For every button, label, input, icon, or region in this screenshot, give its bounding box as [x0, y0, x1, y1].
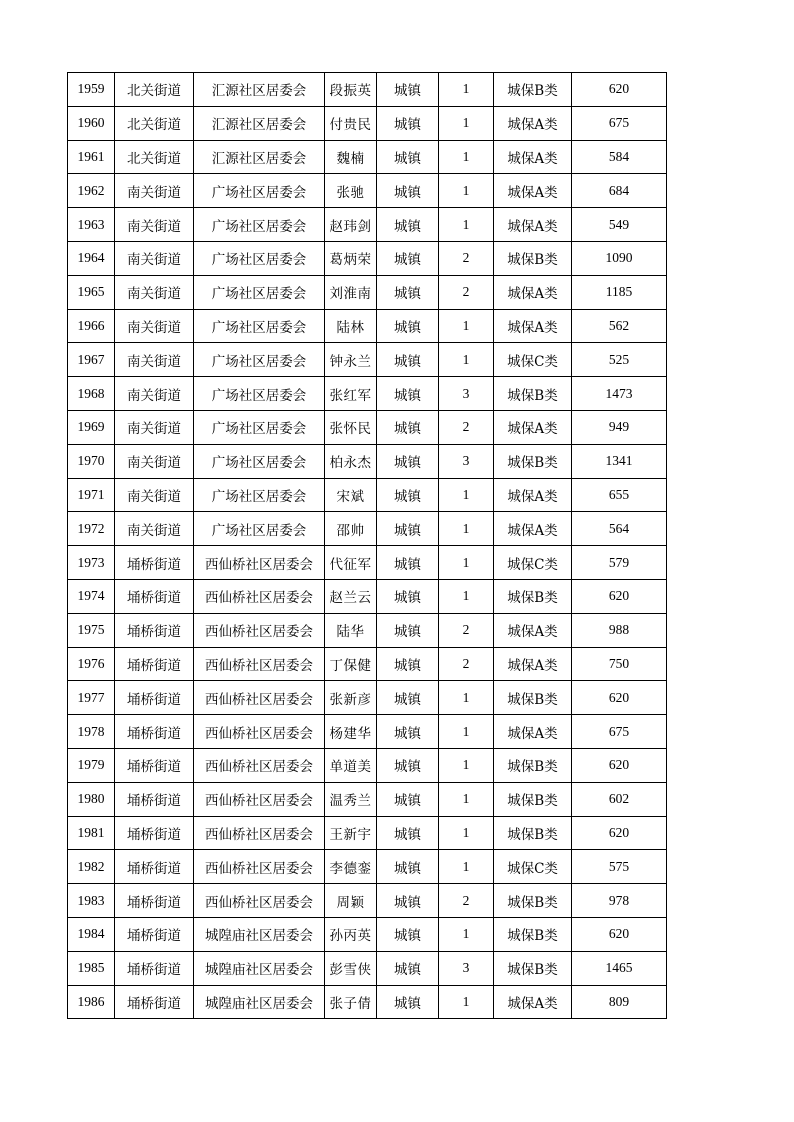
category-cell: 城保C类 — [494, 546, 572, 580]
person-name-cell: 赵玮剑 — [325, 208, 377, 242]
amount-cell: 549 — [572, 208, 667, 242]
table-row — [68, 106, 667, 140]
area-type-cell: 城镇 — [377, 377, 439, 411]
street-cell: 埇桥街道 — [115, 748, 194, 782]
street-cell: 北关街道 — [115, 73, 194, 107]
category-cell: 城保B类 — [494, 73, 572, 107]
street-cell: 南关街道 — [115, 512, 194, 546]
table-row — [68, 174, 667, 208]
serial-number-cell: 1972 — [68, 512, 115, 546]
category-cell: 城保A类 — [494, 275, 572, 309]
serial-number-cell: 1983 — [68, 884, 115, 918]
amount-cell: 562 — [572, 309, 667, 343]
area-type-cell: 城镇 — [377, 613, 439, 647]
category-cell: 城保A类 — [494, 715, 572, 749]
serial-number-cell: 1980 — [68, 782, 115, 816]
roster-body — [68, 73, 667, 1019]
person-name-cell: 杨建华 — [325, 715, 377, 749]
community-cell: 广场社区居委会 — [194, 241, 325, 275]
category-cell: 城保B类 — [494, 782, 572, 816]
person-name-cell: 张红军 — [325, 377, 377, 411]
household-count-cell: 1 — [439, 579, 494, 613]
street-cell: 南关街道 — [115, 377, 194, 411]
street-cell: 埇桥街道 — [115, 613, 194, 647]
table-row — [68, 715, 667, 749]
category-cell: 城保B类 — [494, 816, 572, 850]
street-cell: 北关街道 — [115, 106, 194, 140]
area-type-cell: 城镇 — [377, 275, 439, 309]
table-row — [68, 951, 667, 985]
category-cell: 城保B类 — [494, 444, 572, 478]
community-cell: 广场社区居委会 — [194, 309, 325, 343]
amount-cell: 750 — [572, 647, 667, 681]
area-type-cell: 城镇 — [377, 73, 439, 107]
area-type-cell: 城镇 — [377, 478, 439, 512]
household-count-cell: 2 — [439, 241, 494, 275]
amount-cell: 1341 — [572, 444, 667, 478]
person-name-cell: 单道美 — [325, 748, 377, 782]
person-name-cell: 张新彦 — [325, 681, 377, 715]
amount-cell: 620 — [572, 748, 667, 782]
community-cell: 广场社区居委会 — [194, 478, 325, 512]
amount-cell: 579 — [572, 546, 667, 580]
category-cell: 城保B类 — [494, 579, 572, 613]
area-type-cell: 城镇 — [377, 106, 439, 140]
category-cell: 城保A类 — [494, 647, 572, 681]
household-count-cell: 1 — [439, 748, 494, 782]
street-cell: 南关街道 — [115, 309, 194, 343]
household-count-cell: 1 — [439, 715, 494, 749]
person-name-cell: 温秀兰 — [325, 782, 377, 816]
category-cell: 城保A类 — [494, 478, 572, 512]
area-type-cell: 城镇 — [377, 782, 439, 816]
person-name-cell: 张驰 — [325, 174, 377, 208]
household-count-cell: 1 — [439, 140, 494, 174]
category-cell: 城保A类 — [494, 613, 572, 647]
person-name-cell: 周颖 — [325, 884, 377, 918]
table-row — [68, 410, 667, 444]
community-cell: 西仙桥社区居委会 — [194, 647, 325, 681]
serial-number-cell: 1973 — [68, 546, 115, 580]
household-count-cell: 1 — [439, 208, 494, 242]
table-row — [68, 816, 667, 850]
area-type-cell: 城镇 — [377, 985, 439, 1019]
person-name-cell: 彭雪侠 — [325, 951, 377, 985]
amount-cell: 620 — [572, 73, 667, 107]
community-cell: 西仙桥社区居委会 — [194, 782, 325, 816]
category-cell: 城保B类 — [494, 241, 572, 275]
household-count-cell: 1 — [439, 106, 494, 140]
amount-cell: 675 — [572, 715, 667, 749]
person-name-cell: 葛炳荣 — [325, 241, 377, 275]
community-cell: 西仙桥社区居委会 — [194, 816, 325, 850]
person-name-cell: 魏楠 — [325, 140, 377, 174]
area-type-cell: 城镇 — [377, 748, 439, 782]
person-name-cell: 刘淮南 — [325, 275, 377, 309]
category-cell: 城保C类 — [494, 850, 572, 884]
amount-cell: 949 — [572, 410, 667, 444]
amount-cell: 1473 — [572, 377, 667, 411]
street-cell: 南关街道 — [115, 410, 194, 444]
street-cell: 埇桥街道 — [115, 782, 194, 816]
table-row — [68, 748, 667, 782]
person-name-cell: 张怀民 — [325, 410, 377, 444]
serial-number-cell: 1979 — [68, 748, 115, 782]
amount-cell: 575 — [572, 850, 667, 884]
table-row — [68, 73, 667, 107]
amount-cell: 1465 — [572, 951, 667, 985]
household-count-cell: 3 — [439, 951, 494, 985]
serial-number-cell: 1982 — [68, 850, 115, 884]
category-cell: 城保A类 — [494, 174, 572, 208]
serial-number-cell: 1968 — [68, 377, 115, 411]
table-row — [68, 579, 667, 613]
street-cell: 埇桥街道 — [115, 850, 194, 884]
area-type-cell: 城镇 — [377, 174, 439, 208]
community-cell: 西仙桥社区居委会 — [194, 884, 325, 918]
roster-table — [67, 72, 667, 1019]
community-cell: 广场社区居委会 — [194, 444, 325, 478]
household-count-cell: 2 — [439, 275, 494, 309]
amount-cell: 978 — [572, 884, 667, 918]
serial-number-cell: 1976 — [68, 647, 115, 681]
table-row — [68, 647, 667, 681]
area-type-cell: 城镇 — [377, 647, 439, 681]
community-cell: 广场社区居委会 — [194, 208, 325, 242]
area-type-cell: 城镇 — [377, 546, 439, 580]
amount-cell: 602 — [572, 782, 667, 816]
community-cell: 西仙桥社区居委会 — [194, 748, 325, 782]
area-type-cell: 城镇 — [377, 309, 439, 343]
person-name-cell: 付贵民 — [325, 106, 377, 140]
table-row — [68, 208, 667, 242]
community-cell: 广场社区居委会 — [194, 410, 325, 444]
table-row — [68, 478, 667, 512]
category-cell: 城保A类 — [494, 985, 572, 1019]
community-cell: 城隍庙社区居委会 — [194, 951, 325, 985]
area-type-cell: 城镇 — [377, 917, 439, 951]
serial-number-cell: 1985 — [68, 951, 115, 985]
table-row — [68, 613, 667, 647]
serial-number-cell: 1966 — [68, 309, 115, 343]
household-count-cell: 1 — [439, 985, 494, 1019]
person-name-cell: 宋斌 — [325, 478, 377, 512]
area-type-cell: 城镇 — [377, 241, 439, 275]
street-cell: 南关街道 — [115, 275, 194, 309]
household-count-cell: 2 — [439, 613, 494, 647]
household-count-cell: 1 — [439, 478, 494, 512]
category-cell: 城保A类 — [494, 410, 572, 444]
category-cell: 城保A类 — [494, 106, 572, 140]
household-count-cell: 1 — [439, 174, 494, 208]
serial-number-cell: 1963 — [68, 208, 115, 242]
category-cell: 城保A类 — [494, 309, 572, 343]
household-count-cell: 1 — [439, 546, 494, 580]
person-name-cell: 李德銮 — [325, 850, 377, 884]
category-cell: 城保B类 — [494, 748, 572, 782]
household-count-cell: 1 — [439, 816, 494, 850]
serial-number-cell: 1975 — [68, 613, 115, 647]
household-count-cell: 1 — [439, 309, 494, 343]
community-cell: 广场社区居委会 — [194, 377, 325, 411]
household-count-cell: 2 — [439, 410, 494, 444]
serial-number-cell: 1969 — [68, 410, 115, 444]
street-cell: 埇桥街道 — [115, 647, 194, 681]
person-name-cell: 丁保健 — [325, 647, 377, 681]
street-cell: 南关街道 — [115, 208, 194, 242]
person-name-cell: 邵帅 — [325, 512, 377, 546]
community-cell: 广场社区居委会 — [194, 512, 325, 546]
table-row — [68, 681, 667, 715]
area-type-cell: 城镇 — [377, 681, 439, 715]
household-count-cell: 2 — [439, 647, 494, 681]
person-name-cell: 代征军 — [325, 546, 377, 580]
serial-number-cell: 1965 — [68, 275, 115, 309]
household-count-cell: 1 — [439, 343, 494, 377]
person-name-cell: 张子倩 — [325, 985, 377, 1019]
table-row — [68, 140, 667, 174]
amount-cell: 809 — [572, 985, 667, 1019]
table-row — [68, 444, 667, 478]
street-cell: 埇桥街道 — [115, 546, 194, 580]
serial-number-cell: 1986 — [68, 985, 115, 1019]
category-cell: 城保A类 — [494, 140, 572, 174]
street-cell: 埇桥街道 — [115, 681, 194, 715]
area-type-cell: 城镇 — [377, 140, 439, 174]
table-row — [68, 782, 667, 816]
area-type-cell: 城镇 — [377, 512, 439, 546]
area-type-cell: 城镇 — [377, 343, 439, 377]
category-cell: 城保A类 — [494, 512, 572, 546]
amount-cell: 620 — [572, 579, 667, 613]
household-count-cell: 1 — [439, 782, 494, 816]
community-cell: 城隍庙社区居委会 — [194, 985, 325, 1019]
community-cell: 西仙桥社区居委会 — [194, 681, 325, 715]
amount-cell: 1185 — [572, 275, 667, 309]
person-name-cell: 陆华 — [325, 613, 377, 647]
table-row — [68, 241, 667, 275]
street-cell: 埇桥街道 — [115, 917, 194, 951]
table-row — [68, 343, 667, 377]
serial-number-cell: 1984 — [68, 917, 115, 951]
area-type-cell: 城镇 — [377, 410, 439, 444]
serial-number-cell: 1960 — [68, 106, 115, 140]
street-cell: 南关街道 — [115, 174, 194, 208]
serial-number-cell: 1962 — [68, 174, 115, 208]
serial-number-cell: 1977 — [68, 681, 115, 715]
table-row — [68, 884, 667, 918]
area-type-cell: 城镇 — [377, 850, 439, 884]
amount-cell: 584 — [572, 140, 667, 174]
person-name-cell: 段振英 — [325, 73, 377, 107]
serial-number-cell: 1974 — [68, 579, 115, 613]
amount-cell: 564 — [572, 512, 667, 546]
table-row — [68, 275, 667, 309]
street-cell: 南关街道 — [115, 343, 194, 377]
amount-cell: 620 — [572, 681, 667, 715]
community-cell: 西仙桥社区居委会 — [194, 579, 325, 613]
person-name-cell: 赵兰云 — [325, 579, 377, 613]
area-type-cell: 城镇 — [377, 715, 439, 749]
serial-number-cell: 1959 — [68, 73, 115, 107]
street-cell: 埇桥街道 — [115, 951, 194, 985]
community-cell: 广场社区居委会 — [194, 275, 325, 309]
street-cell: 埇桥街道 — [115, 884, 194, 918]
area-type-cell: 城镇 — [377, 579, 439, 613]
street-cell: 南关街道 — [115, 478, 194, 512]
serial-number-cell: 1971 — [68, 478, 115, 512]
table-row — [68, 985, 667, 1019]
person-name-cell: 钟永兰 — [325, 343, 377, 377]
category-cell: 城保B类 — [494, 681, 572, 715]
household-count-cell: 1 — [439, 681, 494, 715]
category-cell: 城保B类 — [494, 917, 572, 951]
street-cell: 南关街道 — [115, 241, 194, 275]
area-type-cell: 城镇 — [377, 444, 439, 478]
serial-number-cell: 1964 — [68, 241, 115, 275]
table-row — [68, 546, 667, 580]
amount-cell: 1090 — [572, 241, 667, 275]
household-count-cell: 1 — [439, 917, 494, 951]
street-cell: 南关街道 — [115, 444, 194, 478]
person-name-cell: 孙丙英 — [325, 917, 377, 951]
community-cell: 城隍庙社区居委会 — [194, 917, 325, 951]
serial-number-cell: 1967 — [68, 343, 115, 377]
community-cell: 汇源社区居委会 — [194, 73, 325, 107]
amount-cell: 620 — [572, 917, 667, 951]
table-row — [68, 850, 667, 884]
table-row — [68, 512, 667, 546]
household-count-cell: 1 — [439, 73, 494, 107]
serial-number-cell: 1981 — [68, 816, 115, 850]
community-cell: 西仙桥社区居委会 — [194, 613, 325, 647]
amount-cell: 684 — [572, 174, 667, 208]
amount-cell: 620 — [572, 816, 667, 850]
community-cell: 西仙桥社区居委会 — [194, 715, 325, 749]
area-type-cell: 城镇 — [377, 208, 439, 242]
area-type-cell: 城镇 — [377, 816, 439, 850]
street-cell: 埇桥街道 — [115, 816, 194, 850]
amount-cell: 988 — [572, 613, 667, 647]
table-row — [68, 917, 667, 951]
person-name-cell: 柏永杰 — [325, 444, 377, 478]
community-cell: 西仙桥社区居委会 — [194, 850, 325, 884]
household-count-cell: 2 — [439, 884, 494, 918]
person-name-cell: 王新宇 — [325, 816, 377, 850]
category-cell: 城保A类 — [494, 208, 572, 242]
street-cell: 埇桥街道 — [115, 985, 194, 1019]
community-cell: 广场社区居委会 — [194, 343, 325, 377]
category-cell: 城保C类 — [494, 343, 572, 377]
household-count-cell: 1 — [439, 850, 494, 884]
household-count-cell: 1 — [439, 512, 494, 546]
category-cell: 城保B类 — [494, 884, 572, 918]
serial-number-cell: 1978 — [68, 715, 115, 749]
serial-number-cell: 1961 — [68, 140, 115, 174]
community-cell: 广场社区居委会 — [194, 174, 325, 208]
table-row — [68, 309, 667, 343]
area-type-cell: 城镇 — [377, 951, 439, 985]
category-cell: 城保B类 — [494, 377, 572, 411]
category-cell: 城保B类 — [494, 951, 572, 985]
area-type-cell: 城镇 — [377, 884, 439, 918]
street-cell: 埇桥街道 — [115, 579, 194, 613]
community-cell: 汇源社区居委会 — [194, 140, 325, 174]
person-name-cell: 陆林 — [325, 309, 377, 343]
amount-cell: 525 — [572, 343, 667, 377]
amount-cell: 655 — [572, 478, 667, 512]
street-cell: 北关街道 — [115, 140, 194, 174]
street-cell: 埇桥街道 — [115, 715, 194, 749]
community-cell: 西仙桥社区居委会 — [194, 546, 325, 580]
household-count-cell: 3 — [439, 377, 494, 411]
community-cell: 汇源社区居委会 — [194, 106, 325, 140]
household-count-cell: 3 — [439, 444, 494, 478]
serial-number-cell: 1970 — [68, 444, 115, 478]
table-row — [68, 377, 667, 411]
amount-cell: 675 — [572, 106, 667, 140]
